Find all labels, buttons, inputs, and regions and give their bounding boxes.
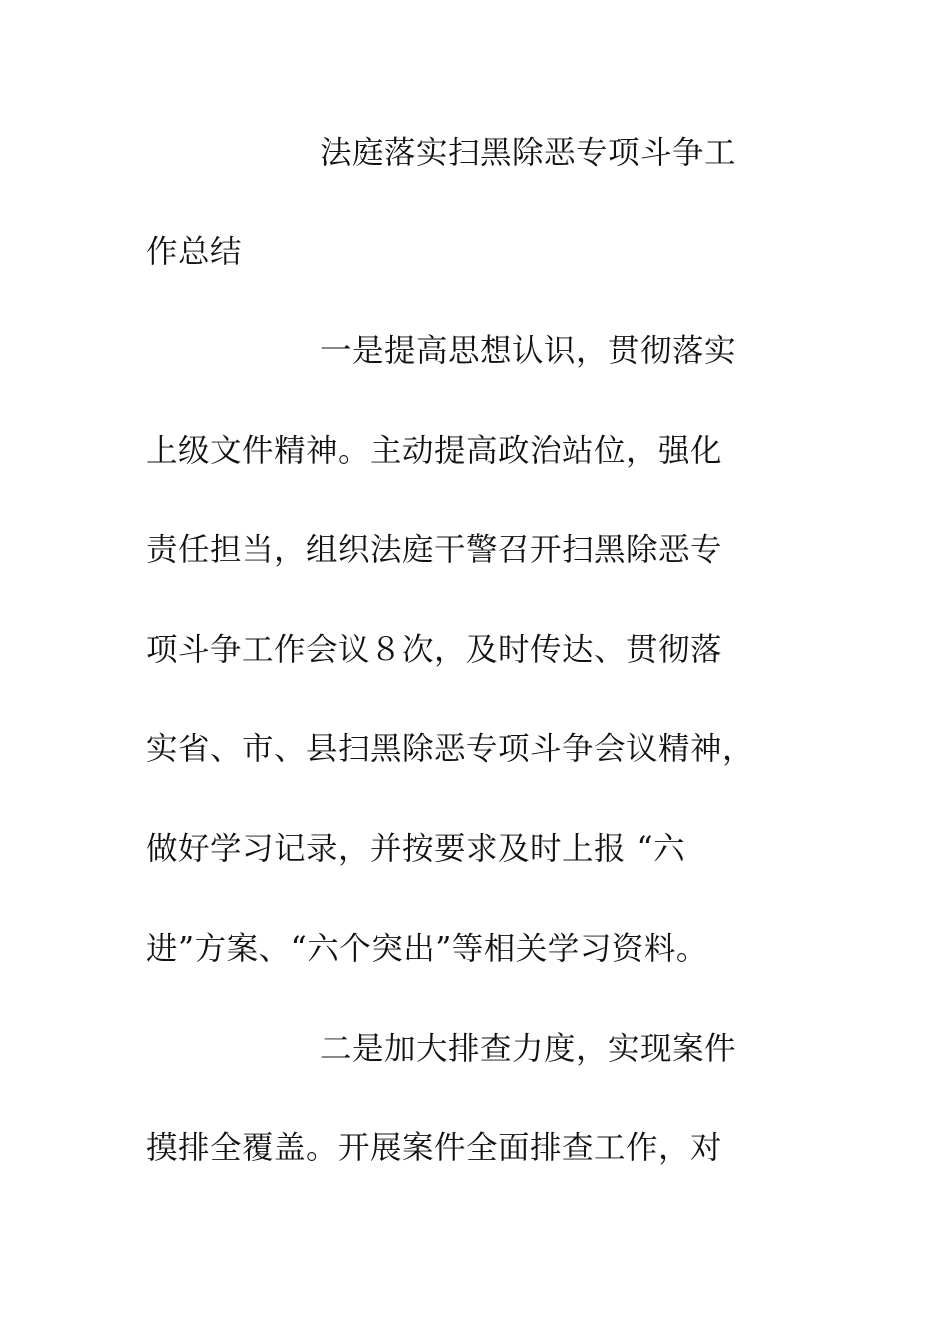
paragraph-1-line-2: 上级文件精神。主动提高政治站位，强化: [146, 433, 723, 469]
paragraph-1-line-7: 进”方案、“六个突出”等相关学习资料。: [146, 931, 708, 967]
paragraph-1-line-5: 实省、市、县扫黑除恶专项斗争会议精神，: [146, 731, 755, 767]
paragraph-1-line-1: 一是提高思想认识，贯彻落实: [320, 333, 737, 369]
paragraph-1-line-4: 项斗争工作会议８次，及时传达、贯彻落: [146, 632, 723, 668]
paragraph-2-line-2: 摸排全覆盖。开展案件全面排查工作，对: [146, 1130, 723, 1166]
paragraph-1-line-3: 责任担当，组织法庭干警召开扫黑除恶专: [146, 532, 723, 568]
document-title-line-1: 法庭落实扫黑除恶专项斗争工: [320, 135, 737, 171]
document-title-line-2: 作总结: [146, 234, 243, 270]
paragraph-2-line-1: 二是加大排查力度，实现案件: [320, 1031, 737, 1067]
paragraph-1-line-6: 做好学习记录，并按要求及时上报 “六: [146, 831, 686, 867]
